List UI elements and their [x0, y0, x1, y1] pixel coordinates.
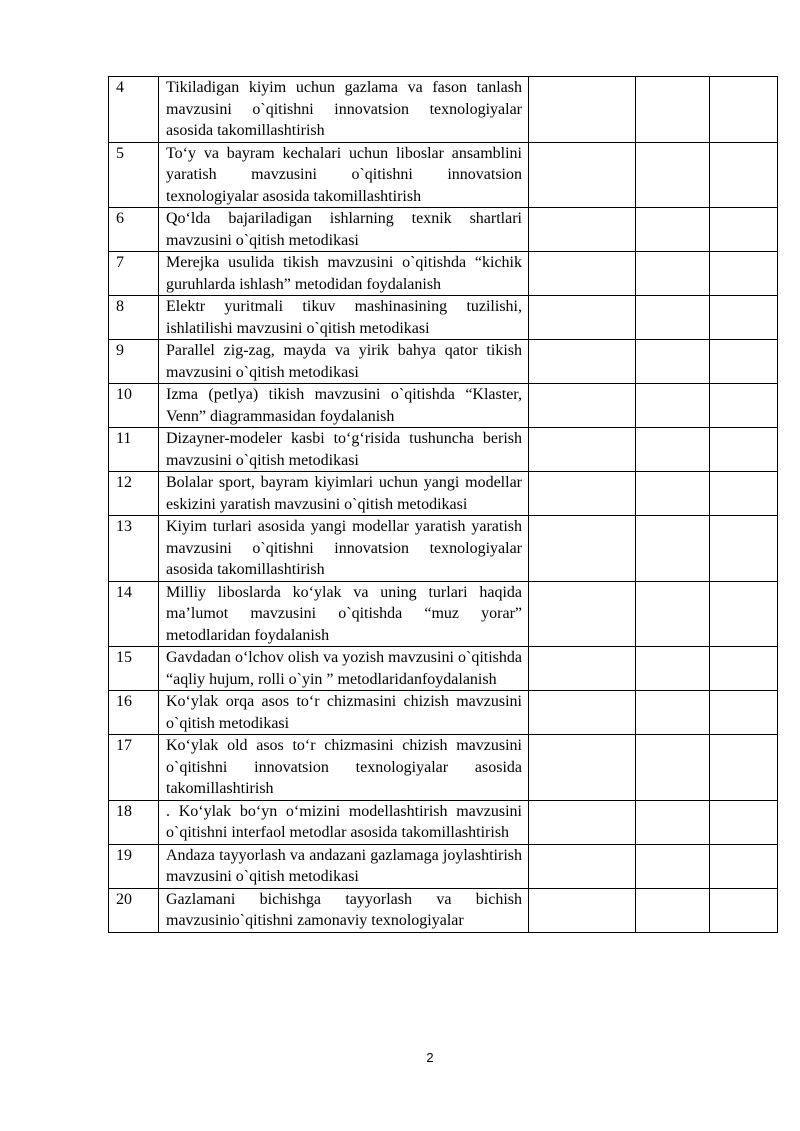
empty-cell [710, 296, 778, 340]
empty-cell [636, 252, 710, 296]
empty-cell [529, 340, 636, 384]
row-number-cell: 13 [109, 516, 159, 582]
empty-cell [636, 384, 710, 428]
table-row [109, 647, 778, 691]
row-number-cell: 5 [109, 142, 159, 208]
empty-cell [710, 340, 778, 384]
empty-cell [529, 208, 636, 252]
topic-cell: Gazlamani bichishga tayyorlash va bichish mavzusinio`qitishni zamonaviy texnologiyalar [159, 888, 529, 932]
row-number-cell: 11 [109, 428, 159, 472]
topic-cell: Milliy liboslarda ko‘ylak va uning turlari haqida ma’lumot mavzusini o`qitishda “muz yorar” metodlaridan foydalanish [159, 581, 529, 647]
empty-cell [529, 735, 636, 801]
empty-cell [529, 428, 636, 472]
empty-cell [710, 472, 778, 516]
empty-cell [710, 252, 778, 296]
empty-cell [710, 844, 778, 888]
row-number-cell: 4 [109, 77, 159, 143]
empty-cell [710, 428, 778, 472]
topic-cell: . Ko‘ylak bo‘yn o‘mizini modellashtirish mavzusini o`qitishni interfaol metodlar asosida takomillashtirish [159, 800, 529, 844]
empty-cell [529, 77, 636, 143]
empty-cell [710, 800, 778, 844]
empty-cell [636, 77, 710, 143]
empty-cell [529, 472, 636, 516]
empty-cell [529, 252, 636, 296]
topic-cell: Tikiladigan kiyim uchun gazlama va fason tanlash mavzusini o`qitishni innovatsion texnologiyalar asosida takomillashtirish [159, 77, 529, 143]
empty-cell [636, 340, 710, 384]
empty-cell [636, 208, 710, 252]
page-number: 2 [426, 1050, 434, 1065]
empty-cell [529, 800, 636, 844]
empty-cell [529, 142, 636, 208]
empty-cell [636, 647, 710, 691]
table-row [109, 340, 778, 384]
empty-cell [710, 516, 778, 582]
row-number-cell: 18 [109, 800, 159, 844]
empty-cell [529, 691, 636, 735]
empty-cell [529, 844, 636, 888]
table-row [109, 428, 778, 472]
topic-cell: Parallel zig-zag, mayda va yirik bahya qator tikish mavzusini o`qitish metodikasi [159, 340, 529, 384]
empty-cell [710, 647, 778, 691]
empty-cell [636, 516, 710, 582]
table-row [109, 735, 778, 801]
table-row [109, 296, 778, 340]
empty-cell [636, 888, 710, 932]
table-row [109, 77, 778, 143]
table-row [109, 844, 778, 888]
empty-cell [529, 296, 636, 340]
table-row [109, 800, 778, 844]
row-number-cell: 6 [109, 208, 159, 252]
topic-cell: Bolalar sport, bayram kiyimlari uchun yangi modellar eskizini yaratish mavzusini o`qitish metodikasi [159, 472, 529, 516]
topic-cell: Izma (petlya) tikish mavzusini o`qitishda “Klaster, Venn” diagrammasidan foydalanish [159, 384, 529, 428]
empty-cell [710, 581, 778, 647]
empty-cell [636, 844, 710, 888]
topics-table-body [109, 77, 778, 933]
table-row [109, 384, 778, 428]
empty-cell [529, 516, 636, 582]
empty-cell [710, 735, 778, 801]
empty-cell [710, 384, 778, 428]
table-row [109, 252, 778, 296]
empty-cell [710, 888, 778, 932]
empty-cell [529, 647, 636, 691]
row-number-cell: 10 [109, 384, 159, 428]
topic-cell: Ko‘ylak old asos to‘r chizmasini chizish mavzusini o`qitishni innovatsion texnologiyalar asosida takomillashtirish [159, 735, 529, 801]
empty-cell [636, 691, 710, 735]
row-number-cell: 7 [109, 252, 159, 296]
empty-cell [636, 142, 710, 208]
empty-cell [529, 581, 636, 647]
topic-cell: Elektr yuritmali tikuv mashinasining tuzilishi, ishlatilishi mavzusini o`qitish metodikasi [159, 296, 529, 340]
empty-cell [636, 296, 710, 340]
table-row [109, 888, 778, 932]
table-row [109, 142, 778, 208]
empty-cell [710, 142, 778, 208]
row-number-cell: 14 [109, 581, 159, 647]
row-number-cell: 9 [109, 340, 159, 384]
topic-cell: Gavdadan o‘lchov olish va yozish mavzusini o`qitishda “aqliy hujum, rolli o`yin ” metodlaridanfoydalanish [159, 647, 529, 691]
empty-cell [636, 735, 710, 801]
empty-cell [710, 208, 778, 252]
row-number-cell: 12 [109, 472, 159, 516]
empty-cell [529, 888, 636, 932]
topic-cell: Dizayner-modeler kasbi to‘g‘risida tushuncha berish mavzusini o`qitish metodikasi [159, 428, 529, 472]
table-row [109, 581, 778, 647]
topic-cell: Qo‘lda bajariladigan ishlarning texnik shartlari mavzusini o`qitish metodikasi [159, 208, 529, 252]
table-row [109, 472, 778, 516]
empty-cell [636, 428, 710, 472]
empty-cell [710, 77, 778, 143]
row-number-cell: 15 [109, 647, 159, 691]
topic-cell: Andaza tayyorlash va andazani gazlamaga joylashtirish mavzusini o`qitish metodikasi [159, 844, 529, 888]
topic-cell: Merejka usulida tikish mavzusini o`qitishda “kichik guruhlarda ishlash” metodidan foydalanish [159, 252, 529, 296]
topic-cell: To‘y va bayram kechalari uchun liboslar ansamblini yaratish mavzusini o`qitishni innovatsion texnologiyalar asosida takomillashtirish [159, 142, 529, 208]
topics-table [108, 76, 778, 933]
table-row [109, 691, 778, 735]
empty-cell [636, 800, 710, 844]
table-row [109, 208, 778, 252]
row-number-cell: 16 [109, 691, 159, 735]
row-number-cell: 19 [109, 844, 159, 888]
empty-cell [636, 472, 710, 516]
row-number-cell: 17 [109, 735, 159, 801]
empty-cell [710, 691, 778, 735]
empty-cell [636, 581, 710, 647]
row-number-cell: 8 [109, 296, 159, 340]
topic-cell: Ko‘ylak orqa asos to‘r chizmasini chizish mavzusini o`qitish metodikasi [159, 691, 529, 735]
topic-cell: Kiyim turlari asosida yangi modellar yaratish yaratish mavzusini o`qitishni innovatsion texnologiyalar asosida takomillashtirish [159, 516, 529, 582]
row-number-cell: 20 [109, 888, 159, 932]
table-row [109, 516, 778, 582]
empty-cell [529, 384, 636, 428]
